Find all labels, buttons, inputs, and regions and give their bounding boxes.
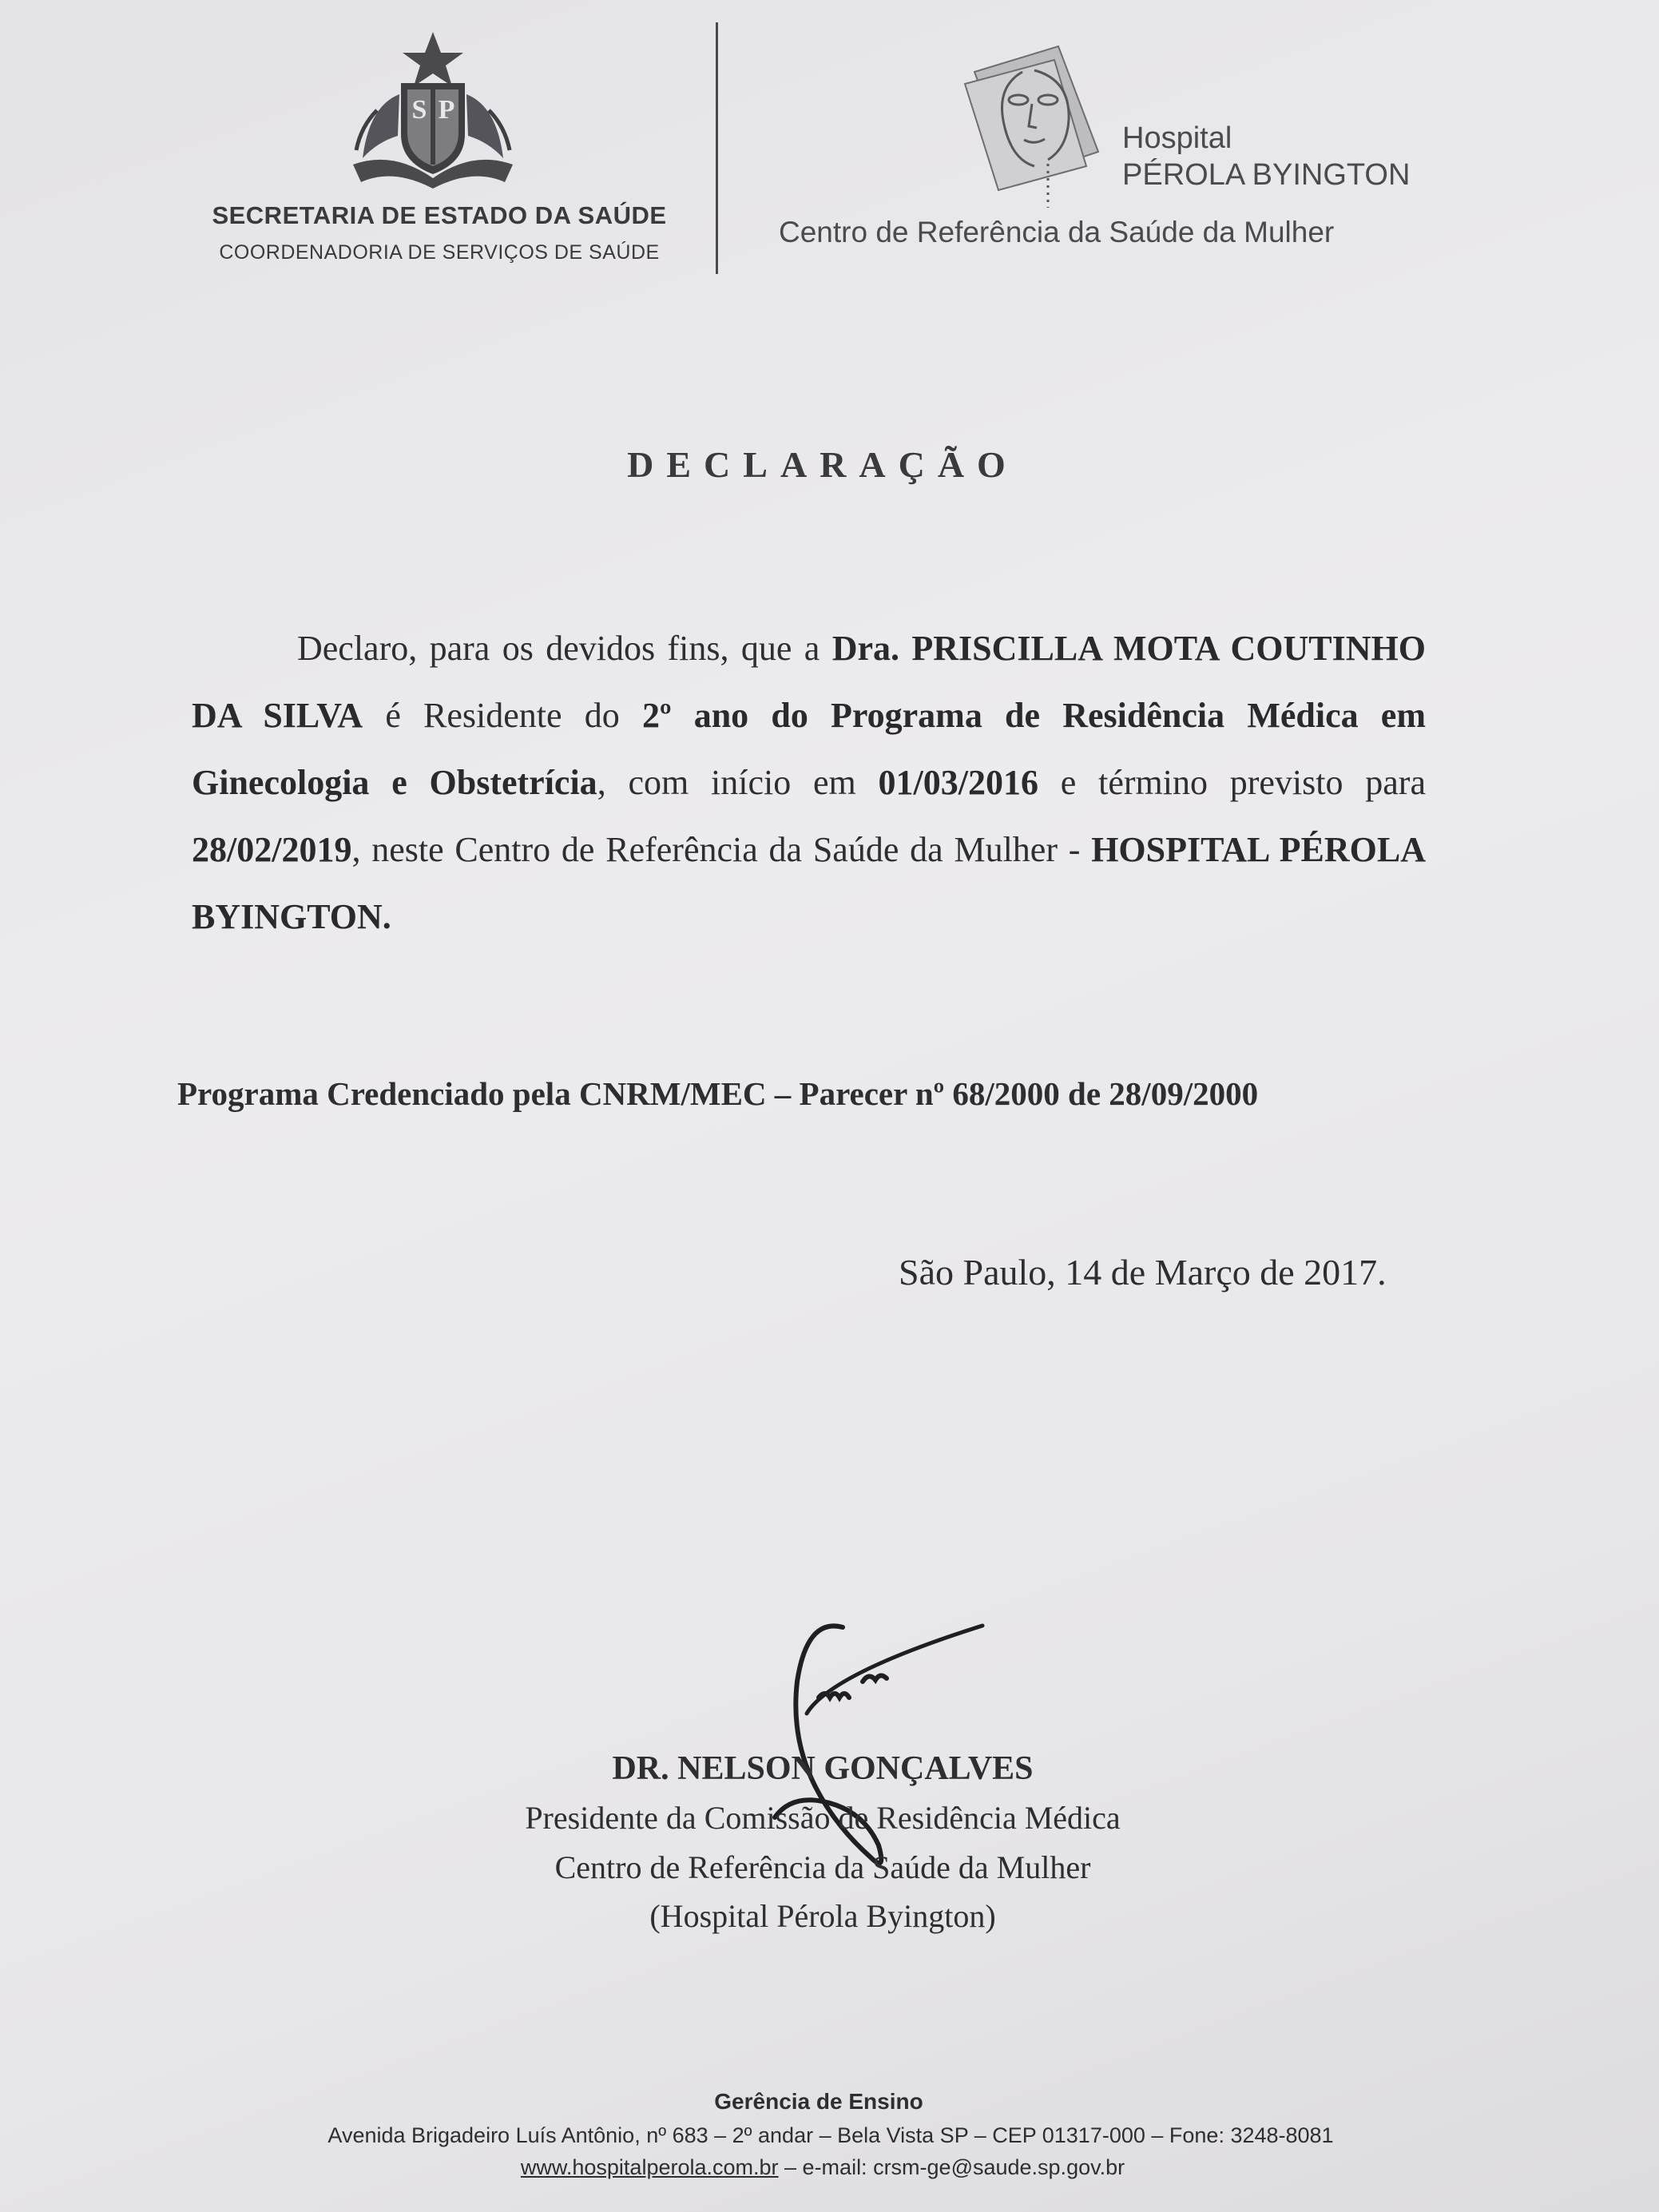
body-text-5: , neste Centro de Referência da Saúde da Mulher - xyxy=(351,830,1092,869)
document-date: São Paulo, 14 de Março de 2017. xyxy=(899,1252,1387,1293)
secretaria-title: SECRETARIA DE ESTADO DA SAÚDE xyxy=(212,201,667,229)
residency-program: 2º ano do Programa de Residência Médica em Ginecologia e Obstetrícia xyxy=(192,696,1426,802)
program-accreditation: Programa Credenciado pela CNRM/MEC – Parecer nº 68/2000 de 28/09/2000 xyxy=(177,1075,1259,1112)
body-text-1: Declaro, para os devidos fins, que a xyxy=(297,629,832,668)
signatory-hospital: (Hospital Pérola Byington) xyxy=(649,1898,996,1934)
hospital-face-logo-icon xyxy=(958,40,1110,212)
website-link[interactable]: www.hospitalperola.com.br xyxy=(520,2155,779,2179)
end-date: 28/02/2019 xyxy=(192,830,352,869)
signatory-role: Presidente da Comissão de Residência Médica xyxy=(525,1800,1121,1836)
declaration-paragraph xyxy=(192,615,1426,951)
signatory-name: DR. NELSON GONÇALVES xyxy=(612,1750,1034,1787)
secretaria-subtitle: COORDENADORIA DE SERVIÇOS DE SAÚDE xyxy=(219,241,660,264)
hospital-name xyxy=(1122,120,1410,193)
hospital-name-line1: Hospital xyxy=(1122,121,1232,155)
hospital-name-line2: PÉROLA BYINGTON xyxy=(1122,158,1411,192)
body-text-2: é Residente do xyxy=(363,696,642,735)
footer-contact xyxy=(383,2155,1262,2180)
resident-name: Dra. PRISCILLA MOTA COUTINHO DA SILVA xyxy=(192,629,1426,735)
body-text-3: , com início em xyxy=(597,763,879,802)
seal-letter-s: S xyxy=(411,95,427,125)
hospital-subtitle: Centro de Referência da Saúde da Mulher xyxy=(779,216,1335,248)
footer-address: Avenida Brigadeiro Luís Antônio, nº 683 – 2º andar – Bela Vista SP – CEP 01317-000 – Fone: 3248-8081 xyxy=(327,2123,1334,2147)
document-title: DECLARAÇÃO xyxy=(627,444,1018,485)
hospital-bold: HOSPITAL PÉROLA BYINGTON. xyxy=(192,830,1427,936)
signatory-center: Centro de Referência da Saúde da Mulher xyxy=(554,1849,1091,1885)
footer-title: Gerência de Ensino xyxy=(714,2089,923,2114)
header-divider xyxy=(716,22,718,274)
sp-coat-of-arms-icon xyxy=(345,30,521,190)
body-text-4: e término previsto para xyxy=(1038,763,1426,802)
start-date: 01/03/2016 xyxy=(878,763,1038,802)
seal-letter-p: P xyxy=(438,95,455,125)
footer-email: – e-mail: crsm-ge@saude.sp.gov.br xyxy=(778,2155,1125,2179)
